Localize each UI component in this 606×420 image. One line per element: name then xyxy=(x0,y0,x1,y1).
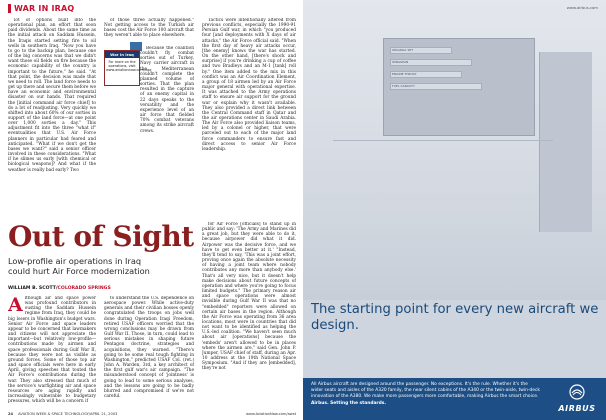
article-column-2-top xyxy=(104,18,194,46)
footer-url[interactable]: www.AviationNow.com/awst xyxy=(245,412,296,416)
publication-line: AVIATION WEEK & SPACE TECHNOLOGY/APRIL 21, 2003 xyxy=(18,412,118,416)
sidebar-text[interactable]: For more on the operations, visit www.aviationnow.com/iraq xyxy=(106,60,152,72)
web-sidebar-box[interactable] xyxy=(104,50,152,86)
blueprint-tag: WINGSPAN xyxy=(392,60,409,64)
blueprint-tag: FUEL CAPACITY xyxy=(392,84,415,88)
drop-cap: A xyxy=(8,296,23,316)
airbus-mark-icon xyxy=(569,384,585,400)
byline-author: WILLIAM B. SCOTT/ xyxy=(8,286,58,291)
column-text: Tactics were intentionally altered from previous conflicts, especially the 1990-91 Persian Gulf war, in which "you produced four [and deployments with X days of air attacks," the Air Force official said. "When the first day of heavy air attacks occur, [the enemy] knows the war has started. On the other hand, [there's shock and surprise] if you're drinking a cup of coffee and two Bradleys and an M-1 [tank] roll by." One item added to the mix in this conflict was an Air Coordination Element, a group of 18 airmen led by an Air Force major general with operational expertise. It was attached to the Army operations staff to ensure air support for the ground war or explain why it wasn't available. They also provided a direct link between the Central Command staff in Qatar and the air operations center in Saudi Arabia. The Air Force also provided liaison teams, led by a colonel or higher, that were parceled out to each of the major land force commanders to ensure fast and direct access to senior Air Force leadership. xyxy=(202,18,296,152)
ad-tagline: Airbus. Setting the standards. xyxy=(311,400,387,406)
logo-wordmark: AIRBUS xyxy=(558,404,596,413)
cabin-panel xyxy=(539,52,592,232)
article-headline: Out of Sight xyxy=(8,220,194,253)
article-column-1 xyxy=(8,18,96,220)
byline xyxy=(8,286,111,291)
article-column-3 xyxy=(202,18,296,222)
byline-dateline: COLORADO SPRINGS xyxy=(57,286,111,291)
article-column-6 xyxy=(202,222,296,410)
page-footer xyxy=(8,412,296,418)
ad-copy-band xyxy=(303,378,606,420)
cabin-blueprint xyxy=(383,38,535,136)
article-deck: Low-profile air operations in Iraq could hurt Air Force modernization xyxy=(8,256,150,276)
column-text: lthough air and space power was profound contributors in ousting the Saddam Hussein regime from Iraq, they could be big losers in Washington's budget wars. Senior Air Force and space leaders appear to be concerned that lawmakers and citizens will not appreciate the important—but relatively low-profile—contributions made by airmen and space professionals during Gulf War II, because they were not as visible as ground forces. Some of those top air and space officials were here in early April, giving speeches that touted the Air Force's contributions during the war. They also stressed that much of the service's warfighting air and space resources are aging rapidly and increasingly vulnerable to budgetary pressures, which will be a concern if xyxy=(8,296,96,405)
column-text: of those three actually happened." Not getting access to the Turkish air bases cost the Air Force 100 aircraft that they weren't able to place elsewhere. xyxy=(104,18,194,39)
blueprint-tag: ORIGINAL SET xyxy=(392,48,414,52)
ad-url[interactable]: www.airbus.com xyxy=(566,5,598,10)
blueprint-tag: ENGINE THRUST xyxy=(392,72,417,76)
ad-headline: The starting point for every new aircraft we design. xyxy=(311,302,599,333)
article-column-5 xyxy=(104,296,194,410)
column-text: to understand the U.S. dependence on aerospace power. While active-duty generals and their civilian bosses openly congratulated the troops on jobs well done during Operation Iraqi Freedom, retired USAF officers worried that the wrong conclusions may be drawn from Gulf War II. Those, in turn, could lead to serious mistakes in shaping future Pentagon doctrine, strategies and acquisitions, they warned. "There's going to be some real tough fighting in Washington," predicted USAF Col. (ret.) John A. Warden, 3rd, a key architect of the first gulf war's air campaign. "The misunderstood concept of 'jointness' is going to lead to some serious analyses, and the lessons are going to be badly blurred and compromised if we're not careful. xyxy=(104,296,194,399)
cabin-strut xyxy=(333,140,553,141)
column-text: lot of options built into the operational plan, an effort that soon paid dividends. About the same time as the initial attack on Saddam Hussein, the Iraqis started setting fire to oil wells in southern Iraq. "Now you have to go to the backup plan, because one of the big concerns was that we didn't want those oil fields on fire because the economic capability of the country is important to the future," he said. "At that point, the decision was made that we need to roll. The land force needs to get up there and secure them before we have an economic and environmental disaster on our hands. That required the [initial command air force chief] to do a lot of readjusting. Very quickly we shifted into about 60% of our sorties in support of the land force—at one point over 1,000 sorties a day." This adjustment fit into the three "what if" eventualities that U.S. Air Force planners in particular had feared and anticipated. "What if we don't get the bases we want?" said a senior officer involved in these considerations. "What if he slimes us early [with chemical or biological weapons]? And what if the weather is really bad early? Two xyxy=(8,18,96,173)
page-number: 24 xyxy=(8,412,14,416)
ad-copy-text: All Airbus aircraft are designed around the passenger. No exceptions. It's the rule. Whether it's the wider seats and aisles of the A320 family, the near silent cabins of the A340 or the twin-aisle, twin-deck innovation of the A380. We make more passengers more comfortable, making Airbus the smart choice. xyxy=(311,382,540,400)
column-text: Because the coalition couldn't fly combat sorties out of Turkey, Navy carrier aircraft in the Mediterranean couldn't complete the planned volume of sorties. That the plan resulted in the capture of an enemy capital in 22 days speaks to the versatility and the experience level of an air force that fielded 70% combat veterans among its strike aircraft crews. xyxy=(140,46,194,134)
ad-copy xyxy=(311,382,541,407)
section-tab xyxy=(8,4,74,13)
article-column-4 xyxy=(8,296,96,410)
airbus-logo xyxy=(553,384,601,416)
ad-illustration xyxy=(303,0,606,300)
section-label: WAR IN IRAQ xyxy=(14,4,75,13)
article-column-2 xyxy=(140,46,194,222)
section-marker xyxy=(8,4,11,13)
sidebar-header: War in Iraq xyxy=(105,51,139,58)
airbus-ad-page xyxy=(303,0,606,420)
column-text: for Air Force [officials] to stand up in public and say: 'The Army and Marines did a great job, but they were able to do it, because airpower did what it did. Airpower was the decisive force, and we have to get even better at it.' "Instead, they'll tend to say, 'This was a joint effort, proving once again the absolute necessity of having a joint team where nobody contributes any more than anybody else.' That's all very nice, but it doesn't help make decisions about future concepts of operation and where you're going to focus limited budgets." The primary reason air and space operations were almost invisible during Gulf War II was that no "embedded" reporters were allowed on certain air bases in the region. Although the Air Force was operating from 36 area locations, most were in countries that did not want to be identified as helping the U.S.-led coalition. "We haven't seen much about air [operations] because the 'embeds' aren't allowed to be in places where the airmen are," said Gen. John P. Jumper, USAF chief of staff, during an Apr. 10 address at the 19th National Space Symposium. "And if they are [embedded], they're not xyxy=(202,222,296,372)
